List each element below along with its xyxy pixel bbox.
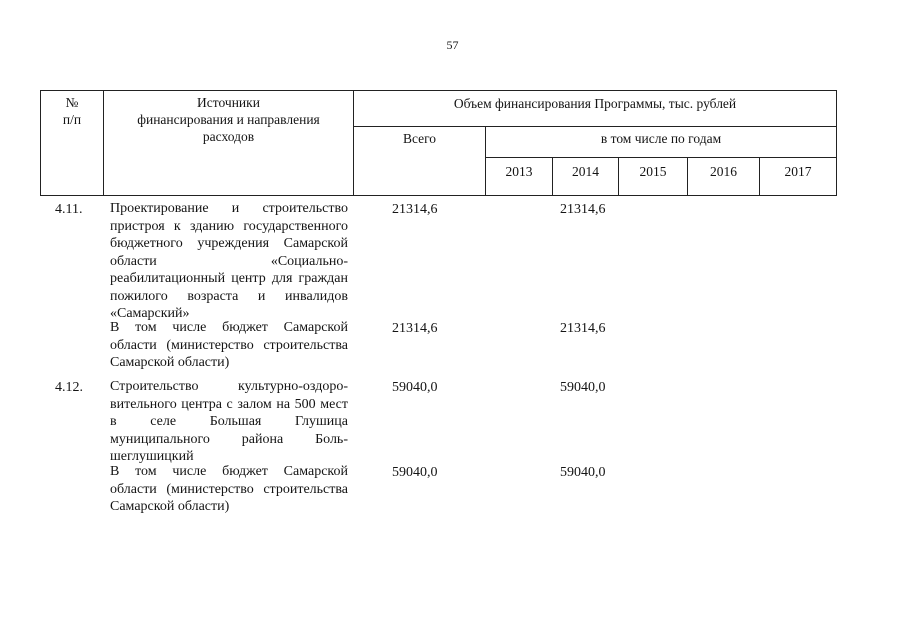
row-total: 21314,6 xyxy=(392,321,438,336)
row-total: 59040,0 xyxy=(392,380,438,395)
row-year-2014: 21314,6 xyxy=(560,202,606,217)
row-year-2014: 21314,6 xyxy=(560,321,606,336)
header-year-2017: 2017 xyxy=(784,164,812,179)
row-description: Строительство культурно-оздоровительного центра с залом на 500 мест в селе Большая Глушица муниципального района Большеглушицкий xyxy=(110,379,348,464)
header-year-2016: 2016 xyxy=(710,164,737,179)
row-total: 21314,6 xyxy=(392,202,438,217)
row-number: 4.11. xyxy=(55,202,83,217)
page-number: 57 xyxy=(446,38,459,52)
header-volume-title: Объем финансирования Программы, тыс. рублей xyxy=(453,96,737,111)
header-years-divider xyxy=(485,157,837,158)
header-right-border xyxy=(836,90,837,196)
row-year-2014: 59040,0 xyxy=(560,465,606,480)
header-volume-divider xyxy=(353,126,837,127)
header-sources: Источники финансирования и направления расходов xyxy=(137,95,320,144)
row-year-2014: 59040,0 xyxy=(560,380,606,395)
header-year-2015: 2015 xyxy=(639,164,667,179)
header-bottom-border xyxy=(40,195,837,196)
row-number: 4.12. xyxy=(55,380,83,395)
header-year-2013: 2013 xyxy=(505,164,533,179)
header-by-years: в том числе по годам xyxy=(600,131,722,146)
row-description: В том числе бюджет Самарской области (министерство строительства Самарской области) xyxy=(110,320,348,370)
header-num: № п/п xyxy=(62,95,82,127)
header-year-2014: 2014 xyxy=(572,164,599,179)
row-description: Проектирование и строительство пристроя к зданию государственного бюджетного учреждения Самарской области «Социально-реабилитационный центр для граждан пожилого возраста и инвалидов «Самарский» xyxy=(110,201,348,321)
header-total: Всего xyxy=(402,131,437,146)
row-description: В том числе бюджет Самарской области (министерство строительства Самарской области) xyxy=(110,464,348,514)
row-total: 59040,0 xyxy=(392,465,438,480)
header-top-border xyxy=(40,90,837,91)
